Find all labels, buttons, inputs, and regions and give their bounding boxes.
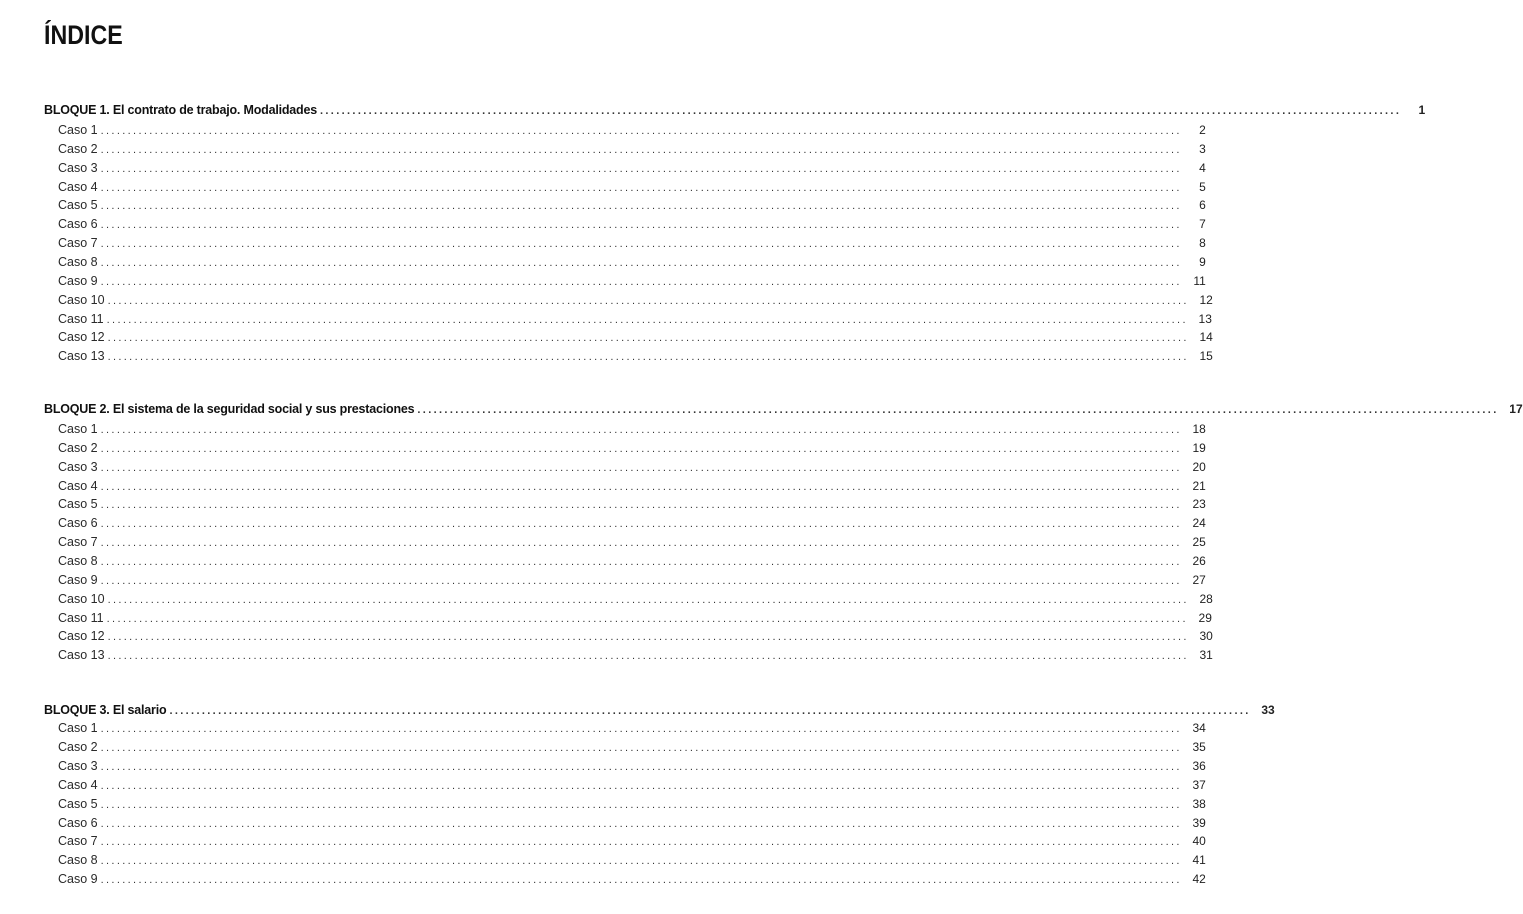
dot-leader: ........................................................................................................................................................................................................ xyxy=(100,556,1182,568)
toc-entry[interactable] xyxy=(58,439,1206,457)
toc-entry[interactable] xyxy=(58,140,1206,158)
page-number: 35 xyxy=(1192,740,1206,754)
toc-entry[interactable] xyxy=(58,420,1206,438)
entry-label: Caso 1 xyxy=(58,721,98,735)
toc-entry[interactable] xyxy=(58,776,1206,794)
page-number: 14 xyxy=(1199,330,1213,344)
block-heading: BLOQUE 2. El sistema de la seguridad social y sus prestaciones xyxy=(44,402,415,416)
dot-leader: ........................................................................................................................................................................................................ xyxy=(100,144,1182,156)
dot-leader: ........................................................................................................................................................................................................ xyxy=(100,799,1182,811)
page-number: 15 xyxy=(1199,349,1213,363)
toc-entry[interactable] xyxy=(58,719,1206,737)
entry-label: Caso 1 xyxy=(58,123,98,137)
entry-label: Caso 10 xyxy=(58,592,105,606)
dot-leader: ........................................................................................................................................................................................................ xyxy=(100,163,1182,175)
dot-leader: ........................................................................................................................................................................................................ xyxy=(100,836,1182,848)
page-number: 42 xyxy=(1192,872,1206,886)
toc-entry[interactable] xyxy=(58,795,1206,813)
dot-leader: ........................................................................................................................................................................................................ xyxy=(100,462,1182,474)
dot-leader: ........................................................................................................................................................................................................ xyxy=(106,314,1188,326)
page-number: 19 xyxy=(1192,441,1206,455)
page-number: 38 xyxy=(1192,797,1206,811)
dot-leader: ........................................................................................................................................................................................................ xyxy=(100,443,1182,455)
page-number: 12 xyxy=(1199,293,1213,307)
entry-label: Caso 3 xyxy=(58,759,98,773)
page-number: 17 xyxy=(1509,402,1523,416)
entry-label: Caso 5 xyxy=(58,497,98,511)
entry-label: Caso 4 xyxy=(58,778,98,792)
entry-label: Caso 9 xyxy=(58,274,98,288)
page-number: 30 xyxy=(1199,629,1213,643)
dot-leader: ........................................................................................................................................................................................................ xyxy=(100,219,1182,231)
dot-leader: ........................................................................................................................................................................................................ xyxy=(100,575,1182,587)
entry-label: Caso 7 xyxy=(58,535,98,549)
entry-label: Caso 11 xyxy=(58,611,104,625)
page-title: ÍNDICE xyxy=(44,20,123,50)
page-number: 11 xyxy=(1193,274,1206,288)
dot-leader: ........................................................................................................................................................................................................ xyxy=(100,238,1182,250)
dot-leader: ........................................................................................................................................................................................................ xyxy=(100,761,1182,773)
entry-label: Caso 8 xyxy=(58,853,98,867)
dot-leader: ........................................................................................................................................................................................................ xyxy=(100,424,1182,436)
entry-label: Caso 12 xyxy=(58,330,105,344)
page-number: 37 xyxy=(1192,778,1206,792)
toc-entry[interactable] xyxy=(58,121,1206,139)
toc-entry[interactable] xyxy=(58,477,1206,495)
page-number: 7 xyxy=(1199,217,1206,231)
dot-leader: ........................................................................................................................................................................................................ xyxy=(320,105,1402,117)
entry-label: Caso 7 xyxy=(58,834,98,848)
page-number: 18 xyxy=(1192,422,1206,436)
toc-entry[interactable] xyxy=(58,870,1206,888)
toc-entry[interactable] xyxy=(58,253,1206,271)
entry-label: Caso 12 xyxy=(58,629,105,643)
entry-label: Caso 4 xyxy=(58,479,98,493)
block-heading-row[interactable] xyxy=(44,400,1523,418)
dot-leader: ........................................................................................................................................................................................................ xyxy=(107,351,1189,363)
entry-label: Caso 5 xyxy=(58,797,98,811)
page-number: 23 xyxy=(1192,497,1206,511)
dot-leader: ........................................................................................................................................................................................................ xyxy=(100,723,1182,735)
toc-entry[interactable] xyxy=(58,159,1206,177)
dot-leader: ........................................................................................................................................................................................................ xyxy=(107,631,1189,643)
toc-entry[interactable] xyxy=(58,458,1206,476)
dot-leader: ........................................................................................................................................................................................................ xyxy=(100,818,1182,830)
dot-leader: ........................................................................................................................................................................................................ xyxy=(100,276,1182,288)
page-number: 27 xyxy=(1192,573,1206,587)
toc-entry[interactable] xyxy=(58,738,1206,756)
entry-label: Caso 3 xyxy=(58,161,98,175)
toc-entry[interactable] xyxy=(58,495,1206,513)
toc-entry[interactable] xyxy=(58,310,1212,328)
page-number: 40 xyxy=(1192,834,1206,848)
dot-leader: ........................................................................................................................................................................................................ xyxy=(100,518,1182,530)
toc-entry[interactable] xyxy=(58,178,1206,196)
dot-leader: ........................................................................................................................................................................................................ xyxy=(107,295,1189,307)
toc-entry[interactable] xyxy=(58,609,1212,627)
page-number: 4 xyxy=(1199,161,1206,175)
page-number: 26 xyxy=(1192,554,1206,568)
page-number: 31 xyxy=(1199,648,1213,662)
dot-leader: ........................................................................................................................................................................................................ xyxy=(417,404,1499,416)
entry-label: Caso 2 xyxy=(58,740,98,754)
toc-entry[interactable] xyxy=(58,646,1213,664)
block-heading-row[interactable] xyxy=(44,101,1426,119)
entry-label: Caso 13 xyxy=(58,349,105,363)
page-number: 24 xyxy=(1192,516,1206,530)
page-number: 8 xyxy=(1199,236,1206,250)
dot-leader: ........................................................................................................................................................................................................ xyxy=(106,613,1188,625)
entry-label: Caso 9 xyxy=(58,573,98,587)
page-number: 3 xyxy=(1199,142,1206,156)
page-number: 25 xyxy=(1192,535,1206,549)
page-number: 28 xyxy=(1199,592,1213,606)
entry-label: Caso 8 xyxy=(58,255,98,269)
block-heading-row[interactable] xyxy=(44,701,1275,719)
dot-leader: ........................................................................................................................................................................................................ xyxy=(107,650,1189,662)
dot-leader: ........................................................................................................................................................................................................ xyxy=(100,200,1182,212)
entry-label: Caso 6 xyxy=(58,217,98,231)
toc-entry[interactable] xyxy=(58,347,1213,365)
toc-entry[interactable] xyxy=(58,196,1206,214)
page-number: 34 xyxy=(1192,721,1206,735)
dot-leader: ........................................................................................................................................................................................................ xyxy=(100,182,1182,194)
page-number: 6 xyxy=(1199,198,1206,212)
page-number: 21 xyxy=(1192,479,1206,493)
entry-label: Caso 11 xyxy=(58,312,104,326)
dot-leader: ........................................................................................................................................................................................................ xyxy=(100,125,1182,137)
entry-label: Caso 5 xyxy=(58,198,98,212)
page-number: 41 xyxy=(1192,853,1206,867)
toc-entry[interactable] xyxy=(58,832,1206,850)
toc-entry[interactable] xyxy=(58,571,1206,589)
block-heading: BLOQUE 1. El contrato de trabajo. Modalidades xyxy=(44,103,317,117)
page-number: 29 xyxy=(1198,611,1212,625)
toc-entry[interactable] xyxy=(58,814,1206,832)
dot-leader: ........................................................................................................................................................................................................ xyxy=(100,481,1182,493)
toc-entry[interactable] xyxy=(58,590,1213,608)
dot-leader: ........................................................................................................................................................................................................ xyxy=(100,537,1182,549)
toc-entry[interactable] xyxy=(58,627,1213,645)
dot-leader: ........................................................................................................................................................................................................ xyxy=(100,742,1182,754)
entry-label: Caso 7 xyxy=(58,236,98,250)
toc-entry[interactable] xyxy=(58,533,1206,551)
page-number: 36 xyxy=(1192,759,1206,773)
entry-label: Caso 8 xyxy=(58,554,98,568)
dot-leader: ........................................................................................................................................................................................................ xyxy=(100,874,1182,886)
block-heading: BLOQUE 3. El salario xyxy=(44,703,167,717)
dot-leader: ........................................................................................................................................................................................................ xyxy=(100,780,1182,792)
page-number: 13 xyxy=(1198,312,1212,326)
entry-label: Caso 2 xyxy=(58,142,98,156)
toc-entry[interactable] xyxy=(58,757,1206,775)
toc-entry[interactable] xyxy=(58,291,1213,309)
dot-leader: ........................................................................................................................................................................................................ xyxy=(107,332,1189,344)
dot-leader: ........................................................................................................................................................................................................ xyxy=(100,499,1182,511)
page-number: 39 xyxy=(1192,816,1206,830)
entry-label: Caso 13 xyxy=(58,648,105,662)
page-number: 5 xyxy=(1199,180,1206,194)
page-number: 2 xyxy=(1199,123,1206,137)
toc-entry[interactable] xyxy=(58,272,1206,290)
dot-leader: ........................................................................................................................................................................................................ xyxy=(100,257,1182,269)
dot-leader: ........................................................................................................................................................................................................ xyxy=(107,594,1189,606)
page-number: 20 xyxy=(1192,460,1206,474)
toc-entry[interactable] xyxy=(58,234,1206,252)
toc-entry[interactable] xyxy=(58,328,1213,346)
page-number: 1 xyxy=(1418,103,1426,117)
toc-entry[interactable] xyxy=(58,215,1206,233)
entry-label: Caso 1 xyxy=(58,422,98,436)
entry-label: Caso 10 xyxy=(58,293,105,307)
page-number: 33 xyxy=(1261,703,1275,717)
entry-label: Caso 3 xyxy=(58,460,98,474)
entry-label: Caso 9 xyxy=(58,872,98,886)
page-number: 9 xyxy=(1199,255,1206,269)
toc-entry[interactable] xyxy=(58,851,1206,869)
toc-entry[interactable] xyxy=(58,514,1206,532)
entry-label: Caso 2 xyxy=(58,441,98,455)
entry-label: Caso 6 xyxy=(58,816,98,830)
dot-leader: ........................................................................................................................................................................................................ xyxy=(100,855,1182,867)
toc-entry[interactable] xyxy=(58,552,1206,570)
entry-label: Caso 6 xyxy=(58,516,98,530)
entry-label: Caso 4 xyxy=(58,180,98,194)
dot-leader: ........................................................................................................................................................................................................ xyxy=(169,705,1251,717)
